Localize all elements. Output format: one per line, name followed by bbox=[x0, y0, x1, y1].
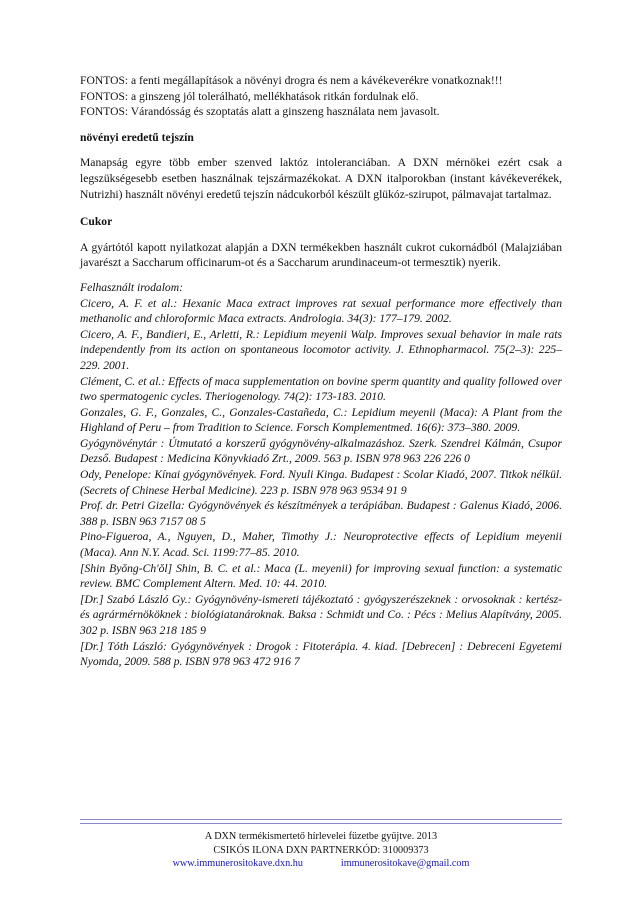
reference-item: Prof. dr. Petri Gizella: Gyógynövények és készítmények a terápiában. Budapest : Galenus Kiadó, 2006. 388 p. ISBN 963 7157 08 5 bbox=[80, 499, 562, 528]
reference-item: Cicero, A. F., Bandieri, E., Arletti, R.: Lepidium meyenii Walp. Improves sexual behavior in male rats independently from its action on spontaneous locomotor activity. J. Ethnopharmacol. 75(2–3): 225–229. 2001. bbox=[80, 327, 562, 372]
document-body bbox=[80, 73, 562, 670]
website-link[interactable]: www.immunerositokave.dxn.hu bbox=[172, 858, 303, 870]
section-text-tejszin: Manapság egyre több ember szenved laktóz intoleranciában. A DXN mérnökei ezért csak a legszükségesebb esetben használnak tejszármazékokat. A DXN italporokban (instant kávékeverékek, Nutrizhi) használt növényi eredetű tejszín nádcukorból készült glükóz-szirupot, pálmavajat tartalmaz. bbox=[80, 156, 562, 201]
section-text-cukor: A gyártótól kapott nyilatkozat alapján a DXN termékekben használt cukrot cukornádból (Malajziában javarészt a Saccharum officinarum-ot és a Saccharum arundinaceum-ot termesztik) nyerik. bbox=[80, 240, 562, 270]
page-footer bbox=[80, 819, 562, 871]
reference-item: Ody, Penelope: Kínai gyógynövények. Ford. Nyuli Kinga. Budapest : Scolar Kiadó, 2007. Titkok nélkül. (Secrets of Chinese Herbal Medicine). 223 p. ISBN 978 963 9534 91 9 bbox=[80, 468, 562, 497]
section-heading-cukor: Cukor bbox=[80, 215, 113, 229]
references bbox=[80, 280, 562, 670]
footer-divider bbox=[80, 819, 562, 824]
footer-links bbox=[80, 857, 562, 871]
reference-item: [Dr.] Tóth László: Gyógynövények : Drogok : Fitoterápia. 4. kiad. [Debrecen] : Debreceni Egyetemi Nyomda, 2009. 588 p. ISBN 978 963 472 916 7 bbox=[80, 639, 562, 669]
footer-line-2: CSIKÓS ILONA DXN PARTNERKÓD: 310009373 bbox=[213, 844, 429, 856]
section-heading-tejszin: növényi eredetű tejszín bbox=[80, 130, 194, 144]
email-link[interactable]: immunerositokave@gmail.com bbox=[340, 858, 470, 870]
warning-notes bbox=[80, 73, 562, 120]
reference-item: Cicero, A. F. et al.: Hexanic Maca extract improves rat sexual performance more effectively than methanolic and chloroformic Maca extracts. Andrologia. 34(3): 177–179. 2002. bbox=[80, 296, 562, 326]
warning-note-2: FONTOS: a ginszeng jól tolerálható, mellékhatások ritkán fordulnak elő. bbox=[80, 89, 419, 103]
reference-item: [Shin Byŏng-Ch'ŏl] Shin, B. C. et al.: Maca (L. meyenii) for improving sexual function: a systematic review. BMC Complement Altern. Med. 10: 44. 2010. bbox=[80, 561, 562, 591]
warning-note-1: FONTOS: a fenti megállapítások a növényi drogra és nem a kávékeverékre vonatkoznak!!! bbox=[80, 74, 503, 87]
footer-line-1: A DXN termékismertető hírlevelei füzetbe gyűjtve. 2013 bbox=[204, 831, 438, 842]
warning-note-3: FONTOS: Várandósság és szoptatás alatt a ginszeng használata nem javasolt. bbox=[80, 105, 440, 119]
reference-item: Pino-Figueroa, A., Nguyen, D., Maher, Timothy J.: Neuroprotective effects of Lepidium meyenii (Maca). Ann N.Y. Acad. Sci. 1199:77–85. 2010. bbox=[80, 530, 562, 560]
reference-item: Gyógynövénytár : Útmutató a korszerű gyógynövény-alkalmazáshoz. Szerk. Szendrei Kálmán, Csupor Dezső. Budapest : Medicina Könyvkiadó Zrt., 2009. 563 p. ISBN 978 963 226 226 0 bbox=[80, 436, 562, 466]
reference-item: Gonzales, G. F., Gonzales, C., Gonzales-Castañeda, C.: Lepidium meyenii (Maca): A Plant from the Highland of Peru – from Tradition to Science. Forsch Komplementmed. 16(6): 373–380. 2009. bbox=[80, 405, 562, 435]
reference-item: Clément, C. et al.: Effects of maca supplementation on bovine sperm quantity and quality followed over two spermatogenic cycles. Theriogenology. 74(2): 173-183. 2010. bbox=[80, 374, 562, 404]
reference-item: [Dr.] Szabó László Gy.: Gyógynövény-ismereti tájékoztató : gyógyszerészeknek : orvosoknak : kertész- és agrármérnököknek : biológiatanároknak. Baksa : Schmidt und Co. : Pécs : Melius Alapítvány, 2005. 302 p. ISBN 963 218 185 9 bbox=[80, 592, 562, 637]
references-title: Felhasznált irodalom: bbox=[80, 280, 183, 294]
